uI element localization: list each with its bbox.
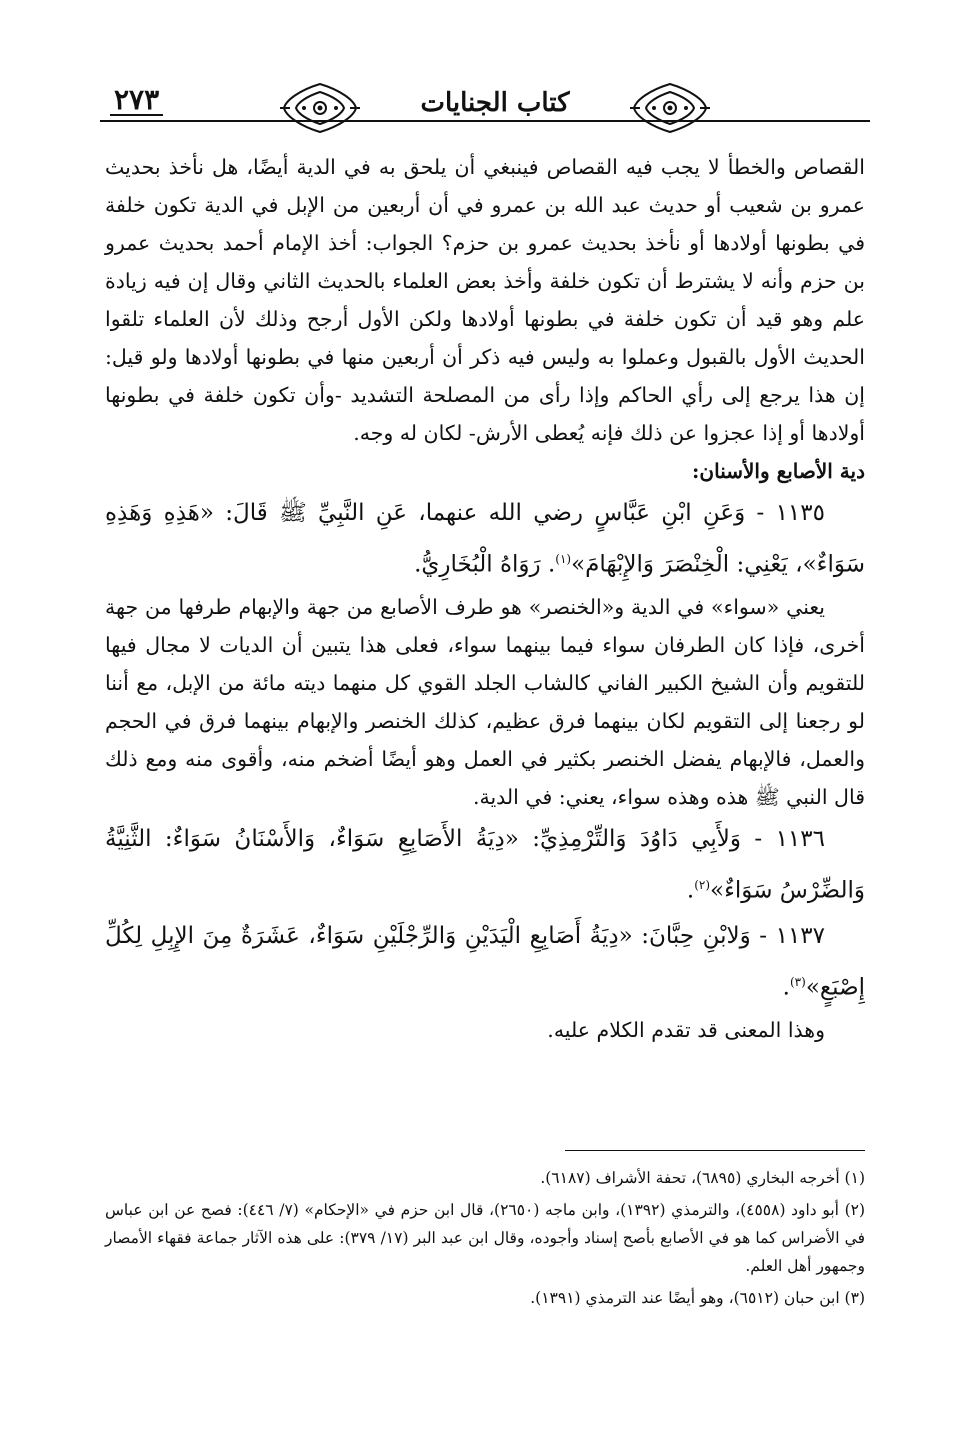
hadith-text: وَلأَبِي دَاوُدَ وَالتِّرْمِذِيِّ: «دِيَةُ الأَصَابِعِ سَوَاءٌ، وَالأَسْنَانُ سَوَاءٌ: الثَّنِيَّةُ وَالضِّرْسُ سَوَاءٌ» bbox=[105, 825, 865, 904]
section-heading: دية الأصابع والأسنان: bbox=[692, 459, 865, 483]
footnote-rule bbox=[565, 1150, 865, 1151]
hadith-text: وَلابْنِ حِبَّانَ: «دِيَةُ أَصَابِعِ الْيَدَيْنِ وَالرِّجْلَيْنِ سَوَاءٌ، عَشَرَةٌ مِنَ الإِبِلِ لِكُلِّ إِصْبَعٍ» bbox=[105, 923, 865, 1001]
hadith-number: ١١٣٦ - bbox=[754, 825, 825, 852]
page-number: ٢٧٣ bbox=[110, 86, 163, 116]
hadith-number: ١١٣٧ - bbox=[759, 923, 826, 950]
footnote-ref: (١) bbox=[555, 552, 572, 566]
hadith-number: ١١٣٥ - bbox=[756, 500, 825, 526]
right-ornament-icon bbox=[630, 80, 710, 136]
hadith-end: . bbox=[686, 877, 695, 904]
hadith-1136 bbox=[105, 816, 865, 914]
hadith-1137 bbox=[105, 913, 865, 1011]
hadith-text: وَعَنِ ابْنِ عَبَّاسٍ رضي الله عنهما، عَنِ النَّبِيِّ ﷺ قَالَ: «هَذِهِ وَهَذِهِ سَوَاءٌ»، يَعْنِي: الْخِنْصَرَ وَالإِبْهَامَ» bbox=[105, 500, 865, 578]
intro-paragraph: القصاص والخطأ لا يجب فيه القصاص فينبغي أن يلحق به في الدية أيضًا، هل نأخذ بحديث عمرو بن شعيب أو حديث عبد الله بن عمرو في أن أربعين من الإبل في الدية تكون خلفة في بطونها أولادها أو نأخذ بحديث عمرو بن حزم؟ الجواب: أخذ الإمام أحمد بحديث عمرو بن حزم وأنه لا يشترط أن تكون خلفة وأخذ بعض العلماء بالحديث الثاني وقال إن فيه زيادة علم وهو قيد أن تكون خلفة في بطونها أولادها ولكن الأول أرجح وذلك لأن العلماء تلقوا الحديث الأول بالقبول وعملوا به وليس فيه ذكر أن أربعين منها في بطونها أولادها ولو قيل: إن هذا يرجع إلى رأي الحاكم وإذا رأى من المصلحة التشديد -وأن تكون خلفة في بطونها أولادها أو إذا عجزوا عن ذلك فإنه يُعطى الأرش- لكان له وجه. bbox=[105, 155, 865, 445]
footnote-ref: (٣) bbox=[789, 975, 806, 990]
hadith-end: . bbox=[782, 974, 790, 1001]
hadith-source: . رَوَاهُ الْبُخَارِيُّ. bbox=[414, 551, 556, 578]
hadith-1135 bbox=[105, 490, 865, 588]
footnote-ref: (٢) bbox=[694, 877, 711, 892]
closing-sentence: وهذا المعنى قد تقدم الكلام عليه. bbox=[547, 1017, 825, 1042]
footnote-1: (١) أخرجه البخاري (٦٨٩٥)، تحفة الأشراف (٦١٨٧). bbox=[540, 1169, 865, 1187]
main-text bbox=[105, 148, 865, 1049]
footnote-2: (٢) أبو داود (٤٥٥٨)، والترمذي (١٣٩٢)، وابن ماجه (٢٦٥٠)، قال ابن حزم في «الإحكام» (٧/ ٤٤٦): فصح عن ابن عباس في الأضراس كما هو في الأصابع بأصح إسناد وأجوده، وقال ابن عبد البر (١٧/ ٣٧٩): على هذه الآثار جماعة فقهاء الأمصار وجمهور أهل العلم. bbox=[105, 1201, 866, 1275]
header-rule bbox=[100, 120, 870, 122]
book-title: كتاب الجنايات bbox=[420, 88, 570, 118]
commentary-1135: يعني «سواء» في الدية و«الخنصر» هو طرف الأصابع من جهة والإبهام طرفها من جهة أخرى، فإذا كان الطرفان سواء فيما بينهما سواء، فعلى هذا يتبين أن الديات لا مجال فيها للتقويم وأن الشيخ الكبير الفاني كالشاب الجلد القوي كل منهما ديته مائة من الإبل، مع أننا لو رجعنا إلى التقويم لكان بينهما فرق عظيم، كذلك الخنصر والإبهام بينهما فرق في الحجم والعمل، فالإبهام يفضل الخنصر بكثير في العمل وهو أيضًا أضخم منه، وأقوى منه ومع ذلك قال النبي ﷺ هذه وهذه سواء، يعني: في الدية. bbox=[105, 594, 865, 809]
footnote-3: (٣) ابن حبان (٦٥١٢)، وهو أيضًا عند الترمذي (١٣٩١). bbox=[530, 1289, 865, 1307]
footnotes bbox=[105, 1164, 865, 1316]
page-header bbox=[100, 80, 870, 140]
left-ornament-icon bbox=[280, 80, 360, 136]
